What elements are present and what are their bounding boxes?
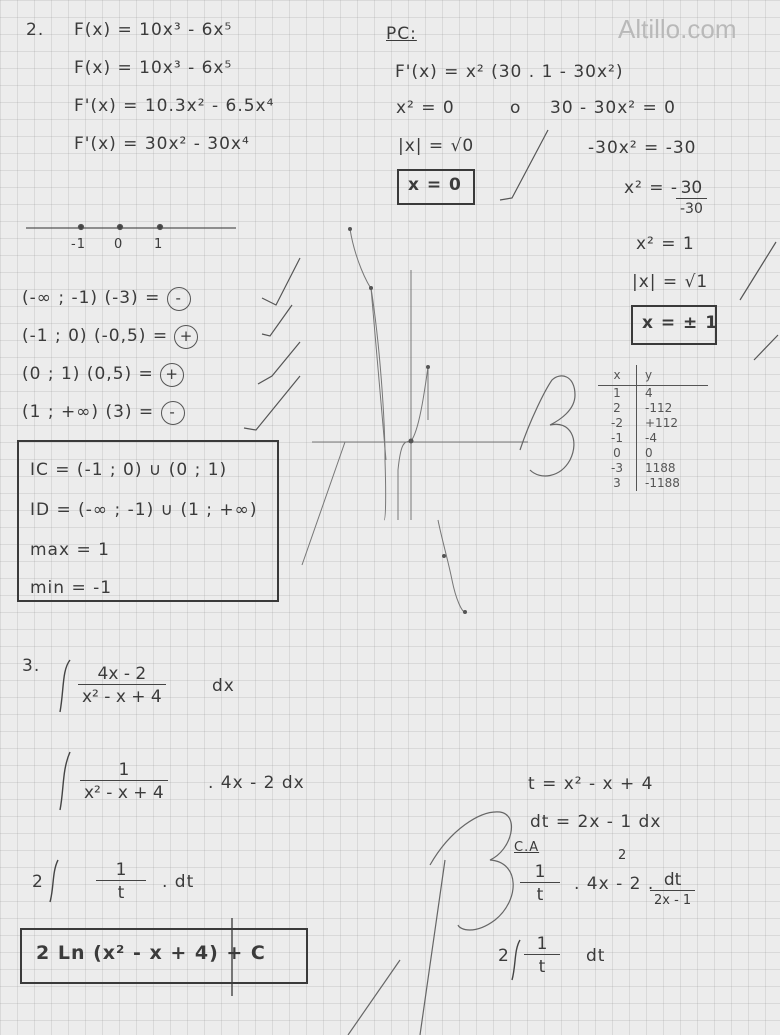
function-line-2: F(x) = 10x³ - 6x⁵ <box>74 58 233 78</box>
interval-4-test: (3) <box>105 402 133 422</box>
pc-left-1: x² = 0 <box>396 98 455 118</box>
ca-fraction <box>520 862 560 905</box>
ca-dt-num: dt <box>663 870 682 890</box>
function-line-1: F(x) = 10x³ - 6x⁵ <box>74 20 233 40</box>
minimum: min = -1 <box>30 578 113 598</box>
table-cell-y: -1188 <box>645 476 680 490</box>
table-cell-x: 2 <box>598 401 637 416</box>
integral-2-num: 1 <box>118 760 130 780</box>
integral-2-den: x² - x + 4 <box>80 780 168 803</box>
number-line <box>26 225 236 230</box>
table-cell-x: 0 <box>598 446 637 461</box>
table-cell-x: 3 <box>598 476 637 491</box>
table-cell-y: 0 <box>645 446 653 460</box>
integral-3-tail: . dt <box>162 872 195 892</box>
pc-left-2: |x| = √0 <box>398 136 475 156</box>
pc-x2-label: x² = - <box>624 178 679 198</box>
interval-1: (-∞ ; -1) <box>22 288 99 308</box>
interval-row-2: (-1 ; 0) (-0,5) = + <box>22 325 198 349</box>
table-cell-y: 1188 <box>645 461 676 475</box>
number-line-tick-1: 1 <box>154 237 164 252</box>
interval-row-3: (0 ; 1) (0,5) = + <box>22 363 184 387</box>
interval-4: (1 ; +∞) <box>22 402 100 422</box>
integral-3-den: t <box>96 880 146 903</box>
final-integral-coef: 2 <box>498 946 510 966</box>
answer-x0: x = 0 <box>408 175 462 195</box>
integral-2-tail: . 4x - 2 dx <box>208 773 305 793</box>
table-cell-y: -112 <box>645 401 673 415</box>
ca-middle: . 4x - 2 . <box>574 874 655 894</box>
checkmark-icon <box>244 130 778 430</box>
interval-2: (-1 ; 0) <box>22 326 88 346</box>
decreasing-intervals: ID = (-∞ ; -1) ∪ (1 ; +∞) <box>30 500 258 520</box>
pc-x2-eq-1: x² = 1 <box>636 234 695 254</box>
final-integral-den: t <box>524 954 560 977</box>
sign-plus-2: + <box>160 363 184 387</box>
pc-right-1: 30 - 30x² = 0 <box>550 98 676 118</box>
ca-den: t <box>520 882 560 905</box>
integral-1-dx: dx <box>212 676 235 696</box>
interval-3-test: (0,5) <box>86 364 133 384</box>
table-cell-x: -1 <box>598 431 637 446</box>
integral-3-coef: 2 <box>32 872 44 892</box>
substitution-t: t = x² - x + 4 <box>528 774 654 794</box>
pc-right-2: -30x² = -30 <box>588 138 697 158</box>
maximum: max = 1 <box>30 540 110 560</box>
answer-x1: x = ± 1 <box>642 313 719 333</box>
sign-minus-1: - <box>167 287 191 311</box>
interval-row-1: (-∞ ; -1) (-3) = - <box>22 287 191 311</box>
sign-plus-1: + <box>174 325 198 349</box>
interval-3: (0 ; 1) <box>22 364 81 384</box>
integral-3-fraction <box>96 860 146 903</box>
ca-label: C.A <box>514 840 540 855</box>
number-line-tick-neg1: -1 <box>71 237 86 252</box>
exercise-number-2: 2. <box>26 20 45 40</box>
table-cell-y: +112 <box>645 416 678 430</box>
increasing-intervals: IC = (-1 ; 0) ∪ (0 ; 1) <box>30 460 228 480</box>
sign-minus-2: - <box>161 401 185 425</box>
table-cell-x: -2 <box>598 416 637 431</box>
pc-abs-x: |x| = √1 <box>632 272 709 292</box>
derivative-line-1: F'(x) = 10.3x² - 6.5x⁴ <box>74 96 275 116</box>
factored-derivative: F'(x) = x² (30 . 1 - 30x²) <box>395 62 624 82</box>
table-header-y: y <box>645 368 653 382</box>
pc-or: o <box>510 98 522 118</box>
integral-1-den: x² - x + 4 <box>78 684 166 707</box>
pc-x2-num: 30 <box>680 178 703 198</box>
table-cell-x: -3 <box>598 461 637 476</box>
substitution-dt: dt = 2x - 1 dx <box>530 812 662 832</box>
integral-1-fraction <box>78 664 166 707</box>
ca-dt-den: 2x - 1 <box>650 890 695 908</box>
pc-x2-den: -30 <box>676 198 707 217</box>
ca-small-2: 2 <box>618 848 628 863</box>
table-cell-y: -4 <box>645 431 657 445</box>
number-line-tick-0: 0 <box>114 237 124 252</box>
integral-2-fraction <box>80 760 168 803</box>
table-cell-x: 1 <box>598 386 637 401</box>
watermark: Altillo.com <box>618 14 737 44</box>
critical-points-title: PC: <box>386 24 417 44</box>
derivative-line-2: F'(x) = 30x² - 30x⁴ <box>74 134 250 154</box>
table-header-x: x <box>598 365 637 385</box>
ca-dt-fraction <box>650 870 695 908</box>
ca-num: 1 <box>534 862 546 882</box>
final-integral-dt: dt <box>586 946 606 966</box>
interval-row-4: (1 ; +∞) (3) = - <box>22 401 185 425</box>
final-integral-num: 1 <box>536 934 548 954</box>
interval-1-test: (-3) <box>104 288 139 308</box>
integral-1-num: 4x - 2 <box>97 664 147 684</box>
integral-3-num: 1 <box>115 860 127 880</box>
exercise-number-3: 3. <box>22 656 41 676</box>
final-integral-fraction <box>524 934 560 977</box>
final-answer: 2 Ln (x² - x + 4) + C <box>36 942 266 964</box>
table-cell-y: 4 <box>645 386 653 400</box>
interval-2-test: (-0,5) <box>93 326 147 346</box>
function-graph <box>302 227 528 614</box>
